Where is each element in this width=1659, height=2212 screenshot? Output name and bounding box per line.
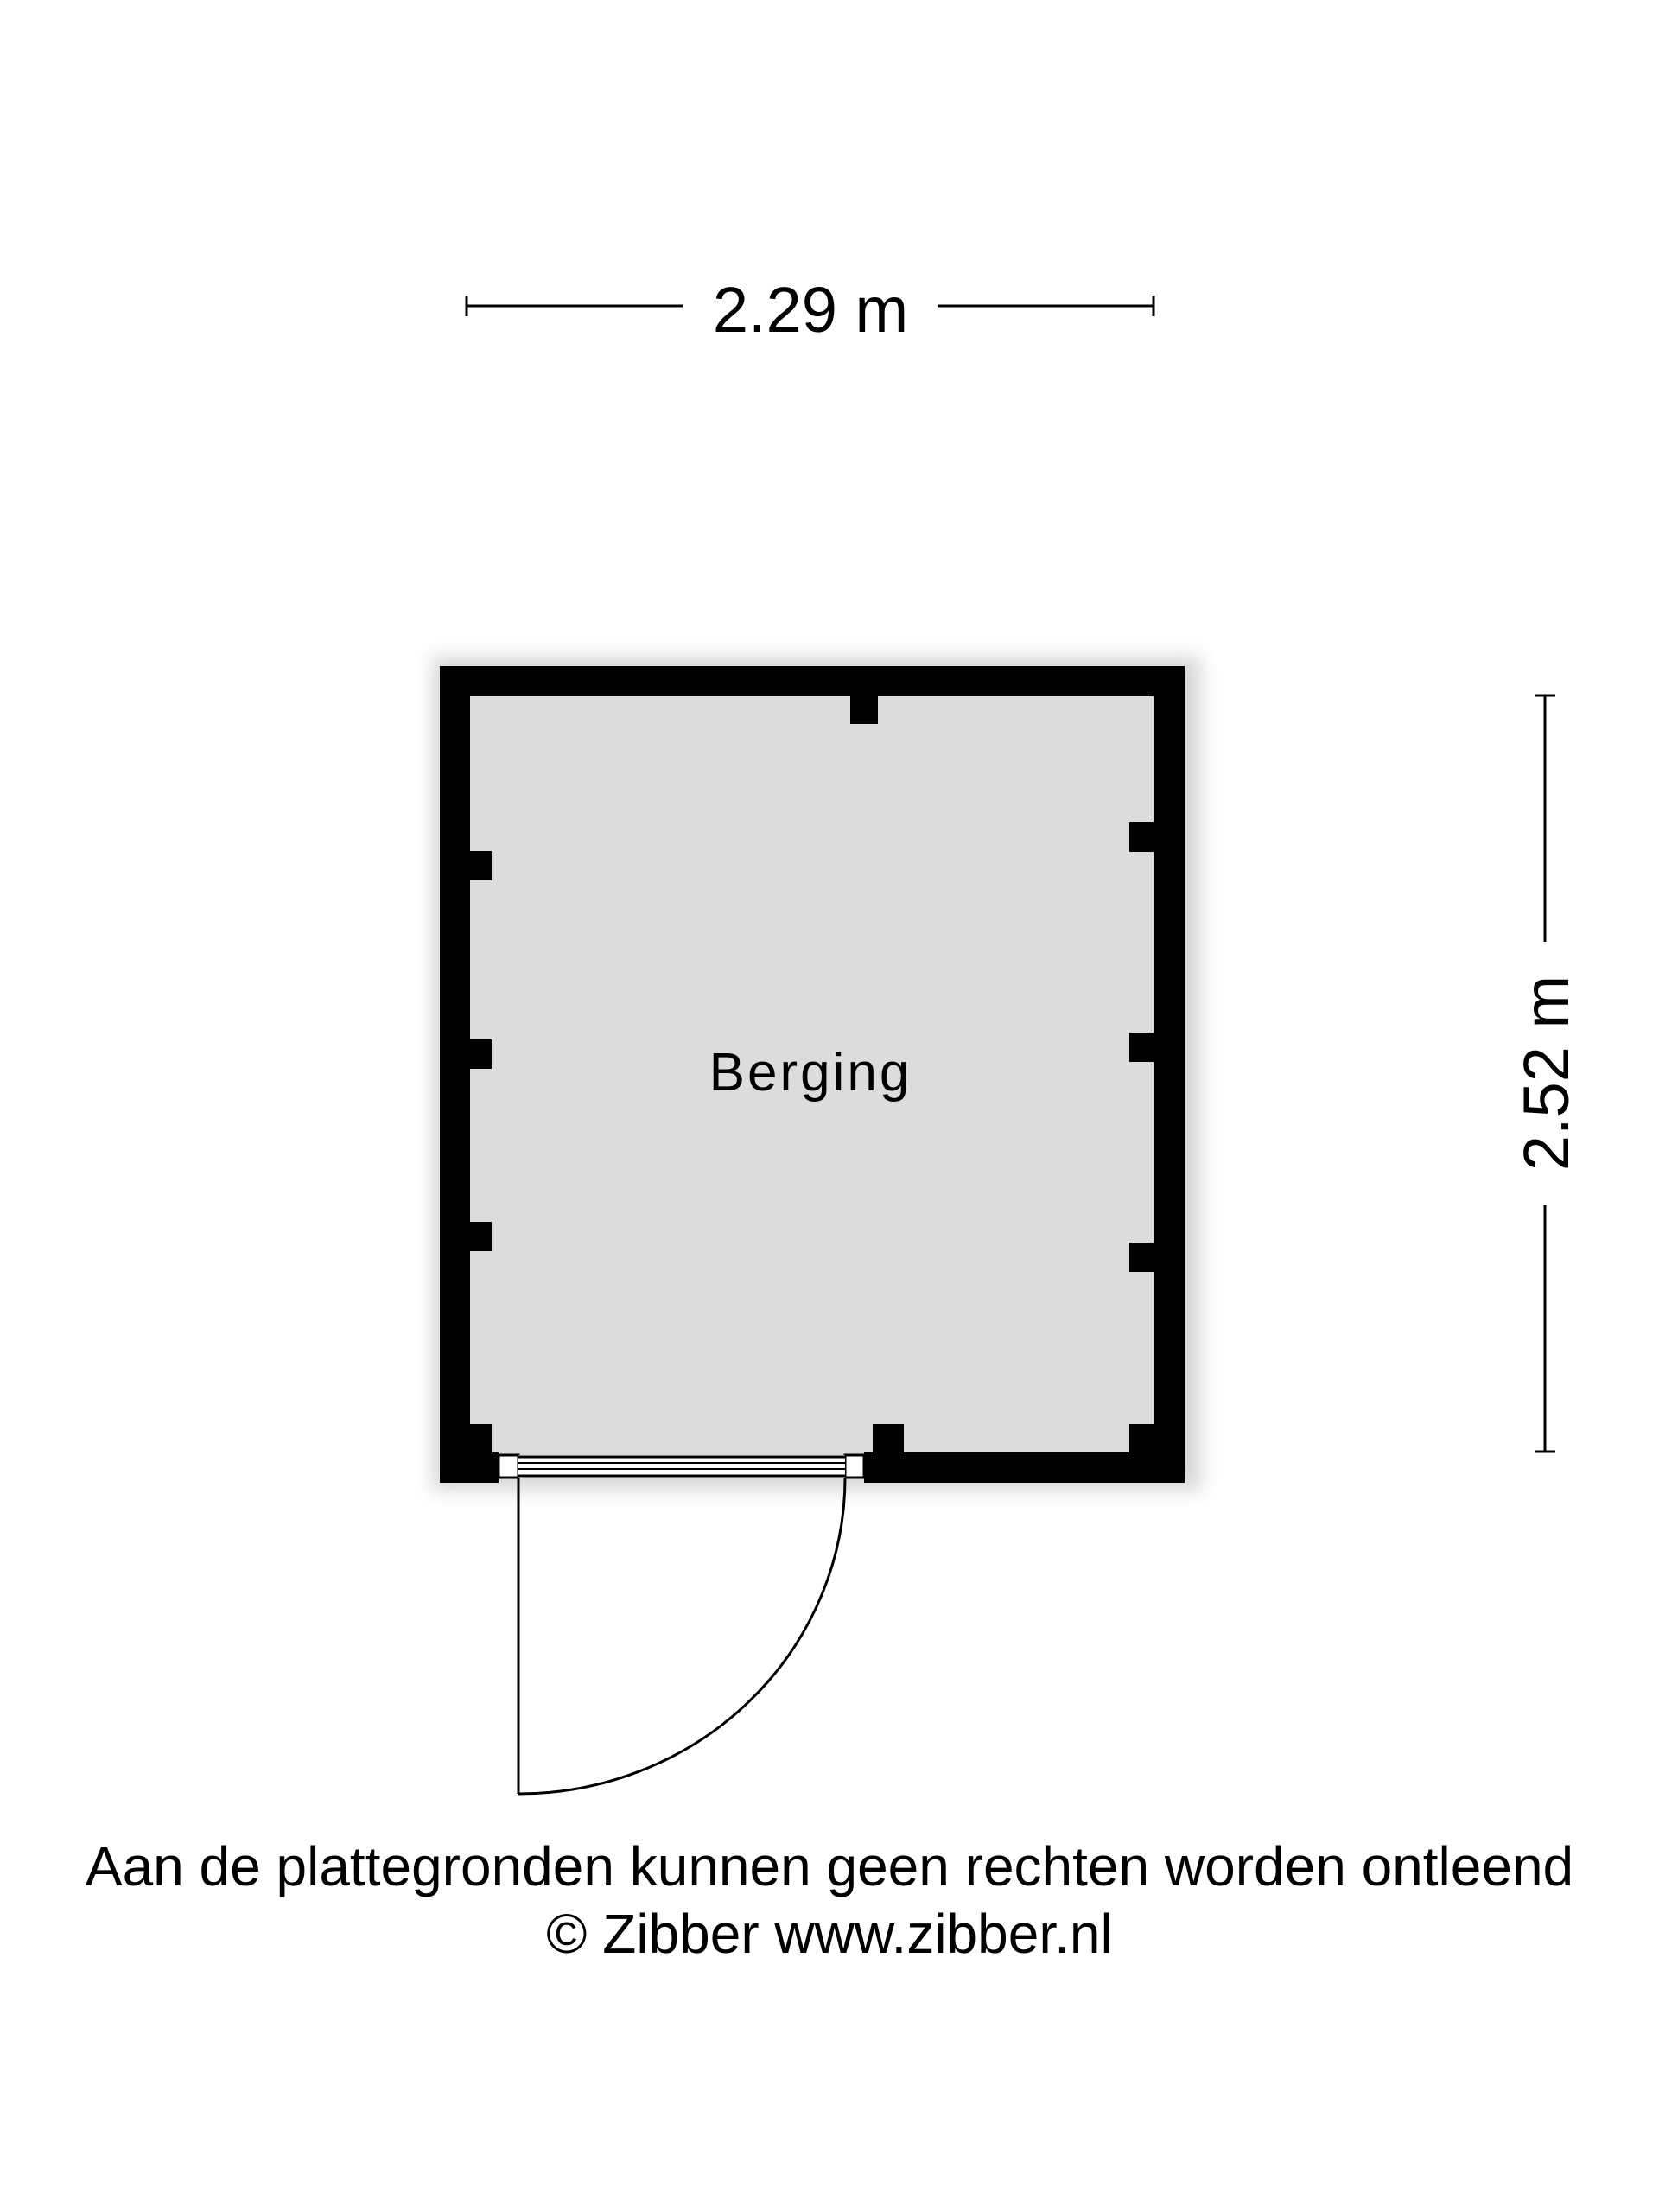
wall-bottom-right bbox=[864, 1452, 1185, 1483]
copyright-text: © Zibber www.zibber.nl bbox=[546, 1903, 1113, 1965]
wall-left bbox=[440, 666, 470, 1483]
wall-stud bbox=[1129, 1033, 1154, 1062]
depth-dimension bbox=[1510, 696, 1582, 1452]
wall-right bbox=[1154, 666, 1185, 1483]
wall-stud bbox=[470, 1424, 492, 1452]
wall-stud bbox=[1129, 1243, 1154, 1272]
wall-stud bbox=[470, 851, 492, 880]
wall-stud bbox=[850, 696, 878, 724]
wall-stud bbox=[1129, 1424, 1154, 1452]
wall-top bbox=[440, 666, 1185, 696]
disclaimer-text: Aan de plattegronden kunnen geen rechten worden ontleend bbox=[85, 1835, 1574, 1897]
wall-stud bbox=[470, 1039, 492, 1069]
wall-bottom-left bbox=[440, 1452, 499, 1483]
width-dimension-label: 2.29 m bbox=[712, 274, 909, 346]
door bbox=[499, 1455, 864, 1794]
wall-stud bbox=[470, 1222, 492, 1251]
wall-stud bbox=[873, 1424, 904, 1452]
wall-stud bbox=[1129, 822, 1154, 852]
depth-dimension-label: 2.52 m bbox=[1510, 975, 1582, 1172]
room-label: Berging bbox=[709, 1043, 912, 1103]
door-swing-arc bbox=[518, 1478, 845, 1794]
width-dimension bbox=[467, 274, 1154, 346]
